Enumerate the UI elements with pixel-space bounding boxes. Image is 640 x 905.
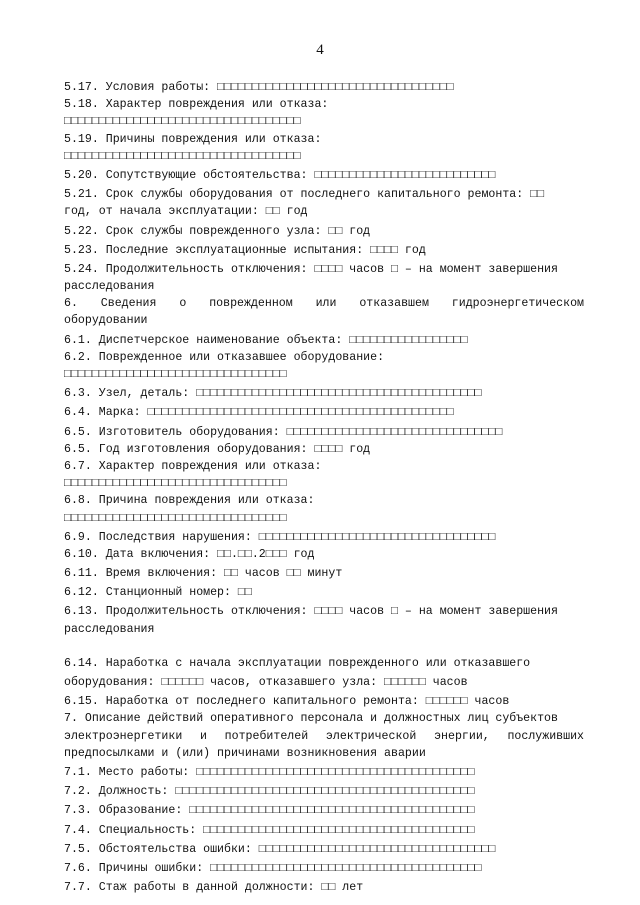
form-line: 5.21. Срок службы оборудования от последнего капитального ремонта: □□ [64, 188, 545, 202]
form-line: 5.22. Срок службы поврежденного узла: □□ год [64, 224, 371, 238]
form-line: 5.19. Причины повреждения или отказа: [64, 132, 322, 146]
form-line: 7.2. Должность: □□□□□□□□□□□□□□□□□□□□□□□□□□□□□□□□□□□□□□□□□□□ [64, 785, 475, 799]
form-line: 6.1. Диспетчерское наименование объекта: □□□□□□□□□□□□□□□□□ [64, 333, 468, 347]
form-line: 7.6. Причины ошибки: □□□□□□□□□□□□□□□□□□□□□□□□□□□□□□□□□□□□□□□ [64, 861, 482, 875]
section-heading: 6. Сведения о поврежденном или отказавшем гидроэнергетическом [64, 297, 584, 311]
form-line: 7.5. Обстоятельства ошибки: □□□□□□□□□□□□□□□□□□□□□□□□□□□□□□□□□□ [64, 842, 496, 856]
form-line: 7.3. Образование: □□□□□□□□□□□□□□□□□□□□□□□□□□□□□□□□□□□□□□□□□ [64, 804, 475, 818]
form-line: 5.17. Условия работы: □□□□□□□□□□□□□□□□□□□□□□□□□□□□□□□□□□ [64, 81, 454, 94]
form-line: год, от начала эксплуатации: □□ год [64, 205, 308, 219]
form-line: □□□□□□□□□□□□□□□□□□□□□□□□□□□□□□□□□□ [64, 149, 301, 163]
form-line: 7.7. Стаж работы в данной должности: □□ лет [64, 881, 364, 895]
section-heading: 7. Описание действий оперативного персонала и должностных лиц субъектов [64, 712, 558, 726]
form-line: 5.20. Сопутствующие обстоятельства: □□□□□□□□□□□□□□□□□□□□□□□□□□ [64, 168, 496, 182]
form-line: □□□□□□□□□□□□□□□□□□□□□□□□□□□□□□□□□□ [64, 115, 301, 129]
form-body [64, 79, 584, 896]
section-heading: оборудовании [64, 314, 148, 328]
form-line: 6.5. Изготовитель оборудования: □□□□□□□□□□□□□□□□□□□□□□□□□□□□□□□ [64, 425, 503, 439]
form-line: 5.23. Последние эксплуатационные испытания: □□□□ год [64, 243, 426, 257]
form-line: □□□□□□□□□□□□□□□□□□□□□□□□□□□□□□□□ [64, 511, 287, 525]
form-line: 6.3. Узел, деталь: □□□□□□□□□□□□□□□□□□□□□□□□□□□□□□□□□□□□□□□□□ [64, 387, 482, 401]
form-line: 6.7. Характер повреждения или отказа: [64, 459, 322, 473]
form-line: 6.11. Время включения: □□ часов □□ минут [64, 567, 343, 581]
form-line: расследования [64, 280, 155, 294]
form-line: 6.15. Наработка от последнего капитального ремонта: □□□□□□ часов [64, 695, 510, 709]
form-line: 6.2. Поврежденное или отказавшее оборудование: [64, 350, 385, 364]
form-line: 6.10. Дата включения: □□.□□.2□□□ год [64, 547, 315, 561]
form-line: □□□□□□□□□□□□□□□□□□□□□□□□□□□□□□□□ [64, 477, 287, 491]
form-line: 6.8. Причина повреждения или отказа: [64, 494, 315, 508]
section-heading: электроэнергетики и потребителей электрической энергии, послуживших [64, 729, 584, 743]
form-line: 7.1. Место работы: □□□□□□□□□□□□□□□□□□□□□□□□□□□□□□□□□□□□□□□□ [64, 765, 475, 779]
form-line: 6.9. Последствия нарушения: □□□□□□□□□□□□□□□□□□□□□□□□□□□□□□□□□□ [64, 530, 496, 544]
form-line: 5.24. Продолжительность отключения: □□□□ часов □ – на момент завершения [64, 262, 558, 276]
form-line: 6.5. Год изготовления оборудования: □□□□ год [64, 442, 371, 456]
form-line: 5.18. Характер повреждения или отказа: [64, 98, 329, 112]
form-line: 6.13. Продолжительность отключения: □□□□ часов □ – на момент завершения [64, 605, 558, 619]
form-line: 6.12. Станционный номер: □□ [64, 586, 252, 600]
page-number: 4 [316, 42, 324, 58]
form-line: 6.14. Наработка с начала эксплуатации поврежденного или отказавшего [64, 656, 531, 670]
form-line: 7.4. Специальность: □□□□□□□□□□□□□□□□□□□□□□□□□□□□□□□□□□□□□□□ [64, 823, 475, 837]
section-heading: предпосылками и (или) причинами возникновения аварии [64, 746, 426, 760]
form-line: □□□□□□□□□□□□□□□□□□□□□□□□□□□□□□□□ [64, 368, 287, 381]
spacer [64, 638, 584, 655]
form-line: расследования [64, 622, 155, 636]
form-line: оборудования: □□□□□□ часов, отказавшего узла: □□□□□□ часов [64, 676, 468, 689]
form-line: 6.4. Марка: □□□□□□□□□□□□□□□□□□□□□□□□□□□□□□□□□□□□□□□□□□□□ [64, 406, 454, 420]
